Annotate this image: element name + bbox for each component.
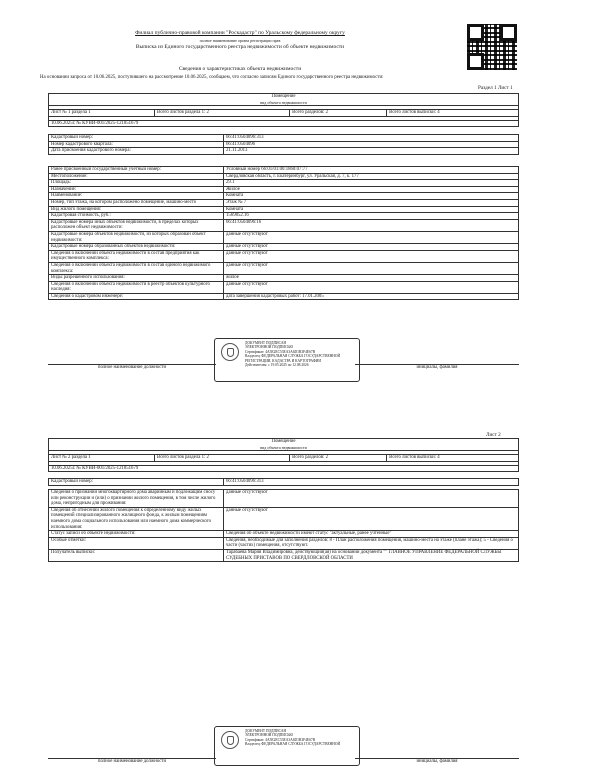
row-label: Площадь:: [49, 180, 224, 187]
row-value: дата завершения кадастровых работ: 17.01.2005: [224, 293, 519, 300]
sheet-cell: Всего листов выписки: 4: [387, 455, 519, 462]
row-label: Сведения о включении объекта недвижимости в состав предприятия как имущественного комплекса:: [49, 250, 224, 262]
table-row: [49, 148, 519, 155]
sheet-cell: Лист № 2 раздела 1: [49, 455, 155, 462]
row-value: 66:41:0504096:16: [224, 219, 519, 231]
sheet-cell: Всего разделов: 2: [290, 110, 387, 117]
stamp-line: ЭЛЕКТРОННОЙ ПОДПИСЬЮ: [245, 733, 294, 738]
org-subtitle: полное наименование органа регистрации прав: [199, 38, 281, 43]
row-value: Сведения, необходимые для заполнения разделов: 8 - План расположения помещения, машино-места на этаже (плане этажа); 5 - Сведения о части (частях) помещения, отсутствуют.: [224, 537, 519, 549]
signature-name-label: инициалы, фамилия: [355, 364, 519, 370]
table-row: [49, 262, 519, 274]
table-row: [49, 219, 519, 231]
row-label: Сведения о включении объекта недвижимости в реестр объектов культурного наследия:: [49, 281, 224, 293]
row-value: данные отсутствуют: [224, 281, 519, 293]
signature-position-label: полное наименование должности: [48, 758, 216, 764]
signature-position-label: полное наименование должности: [48, 364, 216, 370]
row-value: Жилое: [224, 186, 519, 193]
table-row: [49, 293, 519, 300]
row-label: Кадастровые номера иных объектов недвижимости, в пределах которых расположен объект недвижимости:: [49, 219, 224, 231]
row-value: Условный номер 66:01/01:00:1860:07:77: [224, 167, 519, 174]
sheet-number: Лист 2: [486, 432, 501, 438]
row-label: Сведения о включении объекта недвижимости в состав единого недвижимого комплекса:: [49, 262, 224, 274]
page2-cad-table: [48, 478, 519, 486]
e-signature-stamp: [214, 726, 360, 766]
org-title: Филиал публично-правовой компании "Роскадастр" по Уральскому федеральному округу: [135, 30, 345, 36]
row-value: 21.11.2013: [224, 148, 519, 155]
table-row: [49, 167, 519, 174]
table-row: [49, 479, 519, 486]
page2-details-table: [48, 489, 519, 562]
object-kind: Помещение: [49, 439, 519, 445]
row-value: 66:41:0504096:313: [224, 479, 519, 486]
row-value: Сведения об объекте недвижимости имеют статус "актуальные, ранее учтенные": [224, 531, 519, 538]
table-row: [49, 135, 519, 142]
row-value: 66:41:0504096:313: [224, 135, 519, 142]
table-row: [49, 141, 519, 148]
row-label: Кадастровая стоимость, руб.:: [49, 213, 224, 220]
row-value: Комната: [224, 206, 519, 213]
object-kind-sub: вид объекта недвижимости: [49, 445, 519, 451]
signature-name-label: инициалы, фамилия: [355, 758, 519, 764]
row-label: Наименование:: [49, 193, 224, 200]
page2-header-table: [48, 438, 519, 472]
stamp-line: РЕГИСТРАЦИИ, КАДАСТРА И КАРТОГРАФИИ: [245, 358, 321, 363]
table-row: [49, 244, 519, 251]
table-row: [49, 490, 519, 508]
stamp-line: Сертификат: 4A5E2EC53EA3A6D1B3F4E67B: [245, 349, 316, 354]
table-row: [49, 173, 519, 180]
e-signature-stamp: [214, 338, 360, 382]
row-value: данные отсутствуют: [224, 507, 519, 530]
stamp-line: ДОКУМЕНТ ПОДПИСАН: [245, 341, 287, 345]
stamp-line: Сертификат: 4A5E2EC53EA3A6D1B3F4E67B: [245, 737, 316, 742]
row-label: Сведения об отнесении жилого помещения к определенному виду жилых помещений специализированного жилищного фонда, к жилым помещениям наемного дома социального использования или наемного дома коммерческого использования:: [49, 507, 224, 530]
row-value: 29.1: [224, 180, 519, 187]
table-row: [49, 275, 519, 282]
table-row: [49, 537, 519, 549]
stamp-line: ЭЛЕКТРОННОЙ ПОДПИСЬЮ: [245, 345, 294, 350]
page1-header-table: [48, 93, 519, 127]
request-ref: 10.06.2025г. № КУВИ-001/2025-121851679: [49, 465, 519, 472]
row-label: Получатель выписки:: [49, 549, 224, 561]
row-label: Назначение:: [49, 186, 224, 193]
row-label: Дата присвоения кадастрового номера:: [49, 148, 224, 155]
row-value: Тарабаева Мария Владимировна, действующий(ая) на основании документа "" ГЛАВНОЕ УПРАВЛЕНИЕ ФЕДЕРАЛЬНОЙ СЛУЖБЫ СУДЕБНЫХ ПРИСТАВОВ ПО СВЕРДЛОВСКОЙ ОБЛАСТИ: [224, 549, 519, 561]
table-row: [49, 186, 519, 193]
object-kind: Помещение: [49, 94, 519, 100]
table-row: [49, 193, 519, 200]
row-value: данные отсутствуют: [224, 231, 519, 243]
section-subtitle: Сведения о характеристиках объекта недвижимости: [178, 66, 302, 72]
row-label: Номер, тип этажа, на котором расположено помещение, машино-место: [49, 199, 224, 206]
sheet-cell: Всего листов выписки: 4: [387, 110, 519, 117]
row-value: Этаж № 7: [224, 199, 519, 206]
table-row: [49, 231, 519, 243]
row-value: 66:41:0504096: [224, 141, 519, 148]
row-label: Сведения о кадастровом инженере:: [49, 293, 224, 300]
emblem-icon: [221, 343, 239, 361]
row-label: Местоположение:: [49, 173, 224, 180]
sheet-cell: Всего листов раздела 1: 2: [155, 110, 290, 117]
table-row: [49, 199, 519, 206]
section-ref: Раздел 1 Лист 1: [478, 85, 513, 91]
sheet-cell: Лист № 1 раздела 1: [49, 110, 155, 117]
document-title: Выписка из Единого государственного реестра недвижимости об объекте недвижимости: [135, 44, 345, 50]
row-value: Свердловская область, г. Екатеринбург, ул. Уральская, д. 7, к. 177: [224, 173, 519, 180]
emblem-icon: [221, 731, 239, 749]
org-name: [40, 30, 440, 51]
object-kind-sub: вид объекта недвижимости: [49, 100, 519, 106]
table-row: [49, 549, 519, 561]
page1-id-table: [48, 134, 519, 155]
row-label: Номер кадастрового квартала:: [49, 141, 224, 148]
table-row: [49, 507, 519, 530]
table-row: [49, 206, 519, 213]
table-row: [49, 180, 519, 187]
table-row: [49, 531, 519, 538]
stamp-line: Владелец: ФЕДЕРАЛЬНАЯ СЛУЖБА ГОСУДАРСТВЕННОЙ: [245, 742, 341, 747]
table-row: [49, 281, 519, 293]
row-value: данные отсутствуют: [224, 250, 519, 262]
table-row: [49, 213, 519, 220]
row-label: Виды разрешенного использования:: [49, 275, 224, 282]
table-row: [49, 250, 519, 262]
row-value: жилое: [224, 275, 519, 282]
row-label: Кадастровые номера объектов недвижимости, из которых образован объект недвижимости:: [49, 231, 224, 243]
page1-details-table: [48, 166, 519, 300]
qr-code-icon: [467, 24, 517, 70]
row-value: данные отсутствуют: [224, 262, 519, 274]
stamp-line: ДОКУМЕНТ ПОДПИСАН: [245, 729, 287, 733]
row-label: Статус записи об объекте недвижимости:: [49, 531, 224, 538]
row-label: Кадастровые номера образованных объектов недвижимости:: [49, 244, 224, 251]
row-label: Ранее присвоенный государственный учетный номер:: [49, 167, 224, 174]
stamp-line: Действителен: с 19.05.2025 по 12.08.2026: [245, 363, 309, 368]
sheet-cell: Всего листов раздела 1: 2: [155, 455, 290, 462]
row-label: Вид жилого помещения:: [49, 206, 224, 213]
sheet-cell: Всего разделов: 2: [290, 455, 387, 462]
row-value: данные отсутствуют: [224, 490, 519, 508]
row-value: Комната: [224, 193, 519, 200]
row-label: Сведения о признании многоквартирного дома аварийным и подлежащим сносу или реконструкции и (или) о признании жилого помещения, в том числе жилого дома, непригодным для проживания:: [49, 490, 224, 508]
row-label: Особые отметки:: [49, 537, 224, 549]
request-ref: 10.06.2025г. № КУВИ-001/2025-121851679: [49, 120, 519, 127]
row-value: данные отсутствуют: [224, 244, 519, 251]
stamp-line: Владелец: ФЕДЕРАЛЬНАЯ СЛУЖБА ГОСУДАРСТВЕННОЙ: [245, 354, 341, 359]
row-label: Кадастровый номер:: [49, 479, 224, 486]
row-value: 1569852.16: [224, 213, 519, 220]
basis-text: На основании запроса от 10.06.2025, поступившего на рассмотрение 10.06.2025, сообщаем, что согласно записям Единого государственного реестра недвижимости:: [40, 75, 384, 80]
row-label: Кадастровый номер:: [49, 135, 224, 142]
